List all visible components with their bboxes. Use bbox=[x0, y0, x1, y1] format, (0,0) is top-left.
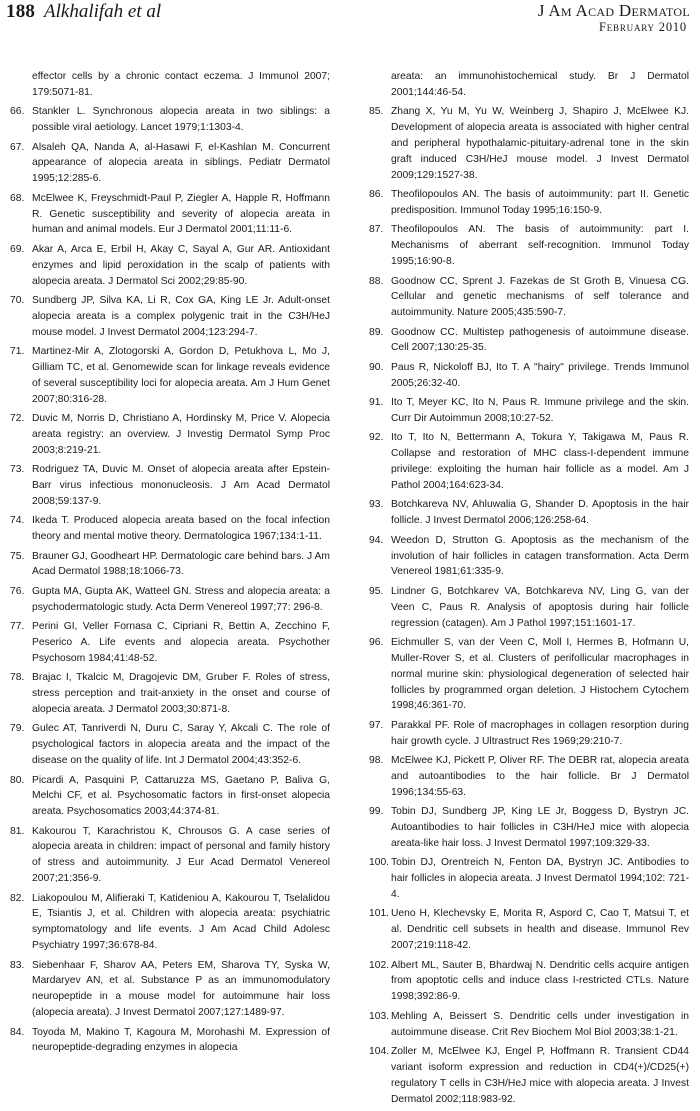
journal-title: J Am Acad Dermatol bbox=[537, 1, 690, 20]
reference-item bbox=[10, 584, 330, 616]
reference-item bbox=[10, 721, 330, 769]
reference-text: Rodriguez TA, Duvic M. Onset of alopecia areata after Epstein-Barr virus infectious mononucleosis. J Am Acad Dermatol 2008;59:137-9. bbox=[32, 464, 330, 507]
reference-text: Zoller M, McElwee KJ, Engel P, Hoffmann R. Transient CD44 variant isoform expression and reduction in CD4(+)/CD25(+) regulatory T cells in C3H/HeJ mice with alopecia areata. J Invest Dermatol 2002;118:983-92. bbox=[391, 1045, 689, 1105]
reference-item bbox=[10, 513, 330, 545]
running-header bbox=[0, 0, 700, 46]
reference-item bbox=[10, 824, 330, 887]
reference-text: Liakopoulou M, Alifieraki T, Katideniou A, Kakourou T, Tselalidou E, Tsiantis J, et al. Children with alopecia areata: psychiatric symptomatology and life events. J Am Acad Child Adolesc Psychiatry 1997;36:678-84. bbox=[32, 892, 330, 952]
page-number: 188 bbox=[6, 1, 36, 22]
reference-number: 77. bbox=[10, 621, 25, 633]
reference-text: Tobin DJ, Sundberg JP, King LE Jr, Boggess D, Bystryn JC. Autoantibodies to hair follicles in C3H/HeJ mice with alopecia areata-like hair loss. J Invest Dermatol 1997;109:329-33. bbox=[391, 806, 689, 849]
reference-item bbox=[10, 773, 330, 821]
reference-item bbox=[369, 104, 689, 183]
reference-number: 73. bbox=[10, 464, 25, 476]
reference-text: Lindner G, Botchkarev VA, Botchkareva NV, Ling G, van der Veen C, Paus R. Analysis of apoptosis during hair follicle regression (catagen). Am J Pathol 1997;151:1601-17. bbox=[391, 585, 689, 629]
reference-item bbox=[369, 1009, 689, 1041]
reference-text: Albert ML, Sauter B, Bhardwaj N. Dendritic cells acquire antigen from apoptotic cells and induce class I-restricted CTLs. Nature 1998;392:86-9. bbox=[391, 959, 689, 1003]
reference-text: Theofilopoulos AN. The basis of autoimmunity: part I. Mechanisms of aberrant self-recognition. Immunol Today 1995;16:90-8. bbox=[391, 224, 689, 268]
reference-number: 72. bbox=[10, 413, 25, 425]
reference-item bbox=[369, 753, 689, 801]
reference-number: 91. bbox=[369, 397, 384, 409]
reference-item bbox=[369, 804, 689, 852]
reference-text: Mehling A, Beissert S. Dendritic cells under investigation in autoimmune disease. Crit Rev Biochem Mol Biol 2003;38:1-21. bbox=[391, 1010, 689, 1038]
reference-text: Alsaleh QA, Nanda A, al-Hasawi F, el-Kashlan M. Concurrent appearance of alopecia areata in siblings. Pediatr Dermatol 1995;12:285-6. bbox=[32, 141, 330, 185]
reference-number: 96. bbox=[369, 636, 384, 648]
reference-item bbox=[369, 1044, 689, 1107]
reference-text: Paus R, Nickoloff BJ, Ito T. A ''hairy'' privilege. Trends Immunol 2005;26:32-40. bbox=[391, 361, 689, 389]
reference-text: Ito T, Ito N, Bettermann A, Tokura Y, Takigawa M, Paus R. Collapse and restoration of MHC class-I-dependent immune privilege: exploiting the human hair follicle as a model. Am J Pathol 2004;164:623-34. bbox=[391, 432, 689, 491]
reference-text: Zhang X, Yu M, Yu W, Weinberg J, Shapiro J, McElwee KJ. Development of alopecia areata is associated with higher central and peripheral hypothalamic-pituitary-adrenal tone in the skin graft induced C3H/HeJ mouse model. J Invest Dermatol 2009;129:1527-38. bbox=[391, 106, 689, 181]
journal-issue: February 2010 bbox=[599, 20, 687, 34]
reference-item bbox=[10, 344, 330, 407]
reference-text: Weedon D, Strutton G. Apoptosis as the mechanism of the involution of hair follicles in catagen transformation. Acta Derm Venereol 1981;61:335-9. bbox=[391, 534, 689, 578]
reference-number: 66. bbox=[10, 106, 25, 118]
reference-text: Theofilopoulos AN. The basis of autoimmunity: part II. Genetic predisposition. Immunol Today 1995;16:150-9. bbox=[391, 189, 689, 216]
reference-number: 92. bbox=[369, 432, 384, 444]
reference-number: 102. bbox=[369, 959, 390, 971]
reference-text: McElwee KJ, Pickett P, Oliver RF. The DEBR rat, alopecia areata and autoantibodies to the hair follicle. Br J Dermatol 1996;134:55-63. bbox=[391, 755, 689, 798]
reference-text: effector cells by a chronic contact eczema. J Immunol 2007; 179:5071-81. bbox=[32, 71, 330, 98]
reference-number: 82. bbox=[10, 892, 25, 904]
reference-item bbox=[369, 430, 689, 493]
reference-number: 103. bbox=[369, 1010, 390, 1022]
reference-number: 75. bbox=[10, 550, 25, 562]
reference-text: Duvic M, Norris D, Christiano A, Hordinsky M, Price V. Alopecia areata registry: an overview. J Investig Dermatol Symp Proc 2003;8:219-21. bbox=[32, 413, 330, 456]
reference-number: 88. bbox=[369, 275, 384, 287]
reference-list-right-column bbox=[369, 69, 689, 1111]
reference-text: Ito T, Meyer KC, Ito N, Paus R. Immune privilege and the skin. Curr Dir Autoimmun 2008;10:27-52. bbox=[391, 397, 689, 425]
reference-text: Goodnow CC. Multistep pathogenesis of autoimmune disease. Cell 2007;130:25-35. bbox=[391, 326, 689, 354]
reference-text: Gulec AT, Tanriverdi N, Duru C, Saray Y, Akcali C. The role of psychological factors in alopecia areata and the impact of the disease on the quality of life. Int J Dermatol 2004;43:352-6. bbox=[32, 723, 330, 767]
reference-text: Martinez-Mir A, Zlotogorski A, Gordon D, Petukhova L, Mo J, Gilliam TC, et al. Genomewide scan for linkage reveals evidence of several susceptibility loci for alopecia areata. Am J Hum Genet 2007;80:316-28. bbox=[32, 346, 330, 405]
reference-text: Stankler L. Synchronous alopecia areata in two siblings: a possible viral aetiology. Lancet 1979;1:1303-4. bbox=[32, 106, 330, 134]
reference-text: Goodnow CC, Sprent J. Fazekas de St Groth B, Vinuesa CG. Cellular and genetic mechanisms of self tolerance and autoimmunity. Nature 2005;435:590-7. bbox=[391, 275, 689, 319]
reference-item bbox=[369, 635, 689, 714]
reference-number: 89. bbox=[369, 326, 384, 338]
reference-text: Brajac I, Tkalcic M, Dragojevic DM, Gruber F. Roles of stress, stress perception and trait-anxiety in the onset and course of alopecia areata. J Dermatol 2003;30:871-8. bbox=[32, 672, 330, 715]
reference-number: 101. bbox=[369, 908, 390, 920]
reference-item bbox=[369, 533, 689, 581]
reference-item bbox=[369, 906, 689, 954]
reference-number: 74. bbox=[10, 515, 25, 527]
reference-number: 99. bbox=[369, 806, 384, 818]
reference-item bbox=[10, 242, 330, 290]
reference-item bbox=[10, 462, 330, 510]
reference-item bbox=[10, 140, 330, 188]
reference-number: 95. bbox=[369, 585, 384, 597]
reference-number: 81. bbox=[10, 825, 25, 837]
reference-item bbox=[369, 274, 689, 322]
reference-item bbox=[10, 619, 330, 667]
reference-number: 104. bbox=[369, 1045, 390, 1057]
reference-text: McElwee K, Freyschmidt-Paul P, Ziegler A, Happle R, Hoffmann R. Genetic susceptibility and severity of alopecia areata in human and animal models. Eur J Dermatol 2001;11:11-6. bbox=[32, 192, 330, 236]
reference-text: Ikeda T. Produced alopecia areata based on the focal infection theory and mental motive theory. Dermatologica 1967;134:1-11. bbox=[32, 515, 330, 543]
reference-number: 85. bbox=[369, 106, 384, 118]
reference-text: Kakourou T, Karachristou K, Chrousos G. A case series of alopecia areata in children: impact of personal and family history of stress and autoimmunity. J Eur Acad Dermatol Venereol 2007;21:356-9. bbox=[32, 825, 330, 885]
reference-number: 86. bbox=[369, 189, 384, 201]
reference-number: 98. bbox=[369, 755, 384, 767]
reference-item bbox=[10, 549, 330, 581]
reference-item bbox=[10, 191, 330, 239]
reference-text: Gupta MA, Gupta AK, Watteel GN. Stress and alopecia areata: a psychodermatologic study. Acta Derm Venereol 1997;77: 296-8. bbox=[32, 585, 330, 613]
reference-text: Akar A, Arca E, Erbil H, Akay C, Sayal A, Gur AR. Antioxidant enzymes and lipid peroxidation in the scalp of patients with alopecia areata. J Dermatol Sci 2002;29:85-90. bbox=[32, 243, 330, 287]
reference-item bbox=[369, 187, 689, 219]
reference-item bbox=[10, 958, 330, 1021]
reference-item bbox=[369, 584, 689, 632]
reference-item bbox=[369, 325, 689, 357]
reference-item bbox=[369, 395, 689, 427]
reference-number: 83. bbox=[10, 959, 25, 971]
reference-item bbox=[10, 411, 330, 459]
reference-number: 71. bbox=[10, 346, 25, 358]
reference-text: Botchkareva NV, Ahluwalia G, Shander D. Apoptosis in the hair follicle. J Invest Dermatol 2006;126:258-64. bbox=[391, 499, 689, 527]
reference-item bbox=[369, 718, 689, 750]
reference-item bbox=[10, 891, 330, 954]
reference-text: Brauner GJ, Goodheart HP. Dermatologic care behind bars. J Am Acad Dermatol 1988;18:1066-73. bbox=[32, 550, 330, 578]
reference-text: areata: an immunohistochemical study. Br J Dermatol 2001;144:46-54. bbox=[391, 71, 689, 98]
reference-text: Siebenhaar F, Sharov AA, Peters EM, Sharova TY, Syska W, Mardaryev AN, et al. Substance P as an immunomodulatory neuropeptide in a mouse model for autoimmune hair loss (alopecia areata). J Invest Dermatol 2007;127:1489-97. bbox=[32, 959, 330, 1019]
reference-number: 87. bbox=[369, 224, 384, 236]
reference-text: Sundberg JP, Silva KA, Li R, Cox GA, King LE Jr. Adult-onset alopecia areata is a complex polygenic trait in the C3H/HeJ mouse model. J Invest Dermatol 2004;123:294-7. bbox=[32, 294, 330, 338]
reference-number: 79. bbox=[10, 723, 25, 735]
reference-text: Ueno H, Klechevsky E, Morita R, Aspord C, Cao T, Matsui T, et al. Dendritic cell subsets in health and disease. Immunol Rev 2007;219:118-42. bbox=[391, 908, 689, 952]
reference-text: Perini GI, Veller Fornasa C, Cipriani R, Bettin A, Zecchino F, Peserico A. Life events and alopecia areata. Psychother Psychosom 1984;41:48-52. bbox=[32, 621, 330, 664]
reference-number: 100. bbox=[369, 857, 390, 869]
reference-item bbox=[369, 222, 689, 270]
reference-number: 70. bbox=[10, 294, 25, 306]
reference-continuation bbox=[369, 69, 689, 101]
reference-text: Tobin DJ, Orentreich N, Fenton DA, Bystryn JC. Antibodies to hair follicles in alopecia areata. J Invest Dermatol 1994;102: 721-4. bbox=[391, 857, 689, 900]
reference-number: 84. bbox=[10, 1026, 25, 1038]
reference-number: 78. bbox=[10, 672, 25, 684]
reference-number: 80. bbox=[10, 774, 25, 786]
reference-text: Eichmuller S, van der Veen C, Moll I, Hermes B, Hofmann U, Muller-Rover S, et al. Clusters of perifollicular macrophages in normal murine skin: physiological degeneration of selected hair follicles by programmed organ deletion. J Histochem Cytochem 1998;46:361-70. bbox=[391, 636, 689, 712]
reference-item bbox=[369, 958, 689, 1006]
reference-item bbox=[369, 360, 689, 392]
reference-number: 93. bbox=[369, 499, 384, 511]
reference-text: Parakkal PF. Role of macrophages in collagen resorption during hair growth cycle. J Ultrastruct Res 1969;29:210-7. bbox=[391, 719, 689, 747]
reference-number: 76. bbox=[10, 585, 25, 597]
reference-number: 69. bbox=[10, 243, 25, 255]
reference-item bbox=[369, 855, 689, 903]
reference-list-left-column bbox=[10, 69, 330, 1060]
reference-text: Toyoda M, Makino T, Kagoura M, Morohashi M. Expression of neuropeptide-degrading enzymes in alopecia bbox=[32, 1026, 330, 1054]
running-authors: Alkhalifah et al bbox=[44, 1, 162, 22]
reference-number: 97. bbox=[369, 719, 384, 731]
reference-text: Picardi A, Pasquini P, Cattaruzza MS, Gaetano P, Baliva G, Melchi CF, et al. Psychosomatic factors in first-onset alopecia areata. Psychosomatics 2003;44:374-81. bbox=[32, 774, 330, 818]
reference-item bbox=[10, 293, 330, 341]
reference-continuation bbox=[10, 69, 330, 101]
reference-item bbox=[10, 1025, 330, 1057]
reference-number: 90. bbox=[369, 361, 384, 373]
reference-number: 68. bbox=[10, 192, 25, 204]
reference-number: 94. bbox=[369, 534, 384, 546]
reference-item bbox=[10, 670, 330, 718]
reference-item bbox=[369, 497, 689, 529]
reference-number: 67. bbox=[10, 141, 25, 153]
reference-item bbox=[10, 104, 330, 136]
